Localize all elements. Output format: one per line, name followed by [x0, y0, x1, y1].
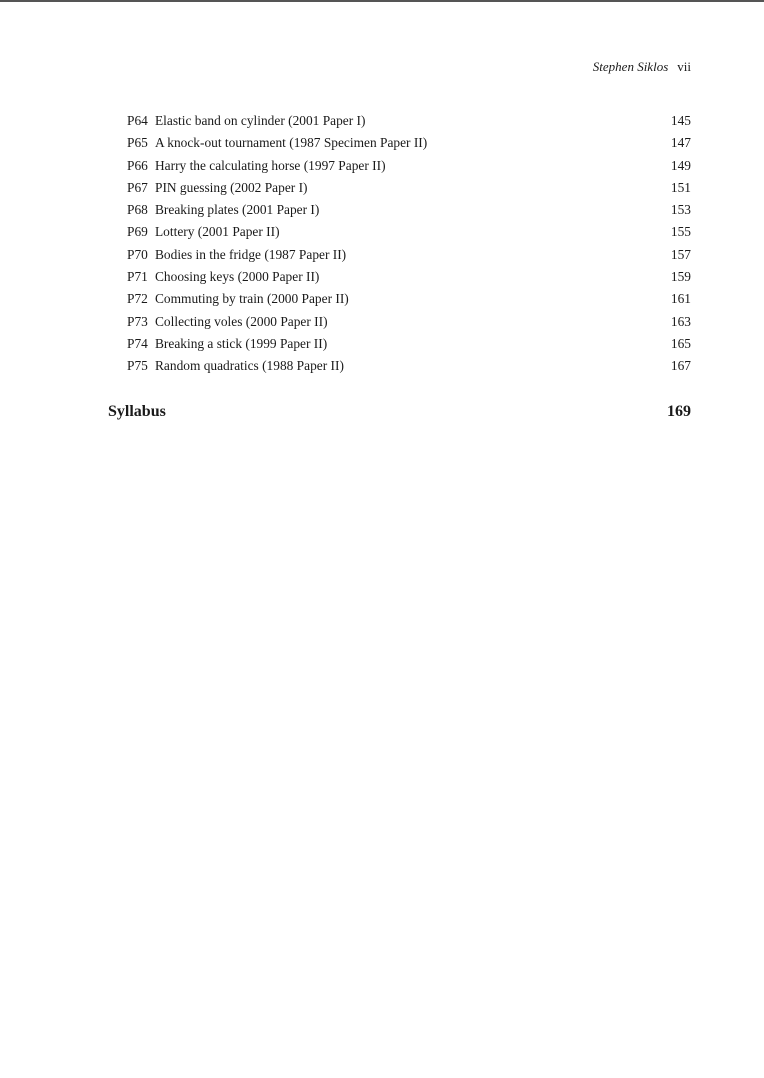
- toc-entry-page: 159: [670, 269, 691, 285]
- toc-entry-title: Random quadratics (1988 Paper II): [155, 358, 344, 374]
- running-head-author: Stephen Siklos: [592, 59, 669, 74]
- toc-entry-number: P71: [127, 269, 148, 285]
- toc-entry-title: PIN guessing (2002 Paper I): [155, 179, 308, 195]
- toc-entry-number: P69: [127, 224, 148, 240]
- toc-entry-number: P68: [127, 202, 148, 218]
- toc-entry[interactable]: [127, 355, 691, 377]
- toc-entry[interactable]: [127, 155, 691, 177]
- toc-entry-number: P75: [127, 358, 148, 374]
- toc-entry[interactable]: [127, 244, 691, 266]
- toc-entry[interactable]: [127, 132, 691, 154]
- toc-entry-title: Commuting by train (2000 Paper II): [155, 291, 349, 307]
- toc-entry-page: 145: [670, 113, 691, 128]
- toc-entry[interactable]: [127, 288, 691, 310]
- toc-entry[interactable]: [127, 333, 691, 355]
- toc-entry-title: Collecting voles (2000 Paper II): [155, 313, 328, 329]
- toc-entry-page: 167: [670, 358, 691, 374]
- toc-entry[interactable]: [127, 199, 691, 221]
- toc-entry-title: Elastic band on cylinder (2001 Paper I): [155, 113, 366, 128]
- toc-entry-number: P72: [127, 291, 148, 307]
- toc-entry-title: A knock-out tournament (1987 Specimen Paper II): [155, 135, 428, 151]
- toc-entry-number: P66: [127, 157, 148, 173]
- toc-entry[interactable]: [127, 221, 691, 243]
- toc-entry-page: 151: [670, 179, 691, 195]
- toc-entry-number: P74: [127, 335, 148, 351]
- toc-entry[interactable]: [127, 266, 691, 288]
- toc-entry[interactable]: [127, 177, 691, 199]
- toc-entry-title: Breaking plates (2001 Paper I): [155, 202, 320, 218]
- toc-entry-number: P73: [127, 313, 148, 329]
- toc-entry-page: 163: [670, 313, 691, 329]
- toc-section-page: 169: [667, 403, 691, 420]
- toc-entry-number: P70: [127, 246, 148, 262]
- toc-entry-page: 155: [670, 224, 691, 240]
- toc-entry-page: 161: [670, 291, 691, 307]
- toc-entry[interactable]: [127, 110, 691, 132]
- toc-entry-page: 153: [670, 202, 691, 218]
- toc-entry-title: Breaking a stick (1999 Paper II): [155, 335, 328, 351]
- toc-entry-title: Choosing keys (2000 Paper II): [155, 269, 320, 285]
- toc-entry-title: Harry the calculating horse (1997 Paper II): [155, 157, 386, 173]
- toc-entry-number: P67: [127, 179, 148, 195]
- toc-entry-title: Bodies in the fridge (1987 Paper II): [155, 246, 347, 262]
- table-of-contents: [127, 110, 691, 378]
- toc-entry[interactable]: [127, 311, 691, 333]
- toc-entry-page: 165: [670, 335, 691, 351]
- page-folio: vii: [677, 59, 691, 74]
- toc-entry-page: 149: [670, 157, 691, 173]
- toc-section-syllabus[interactable]: [108, 401, 691, 423]
- toc-entry-number: P64: [127, 113, 148, 128]
- running-head: [593, 59, 691, 75]
- toc-section-title: Syllabus: [108, 403, 166, 420]
- toc-entry-page: 147: [670, 135, 691, 151]
- toc-entry-number: P65: [127, 135, 148, 151]
- toc-entry-title: Lottery (2001 Paper II): [155, 224, 280, 240]
- top-border-rule: [0, 0, 764, 2]
- toc-entry-page: 157: [670, 246, 691, 262]
